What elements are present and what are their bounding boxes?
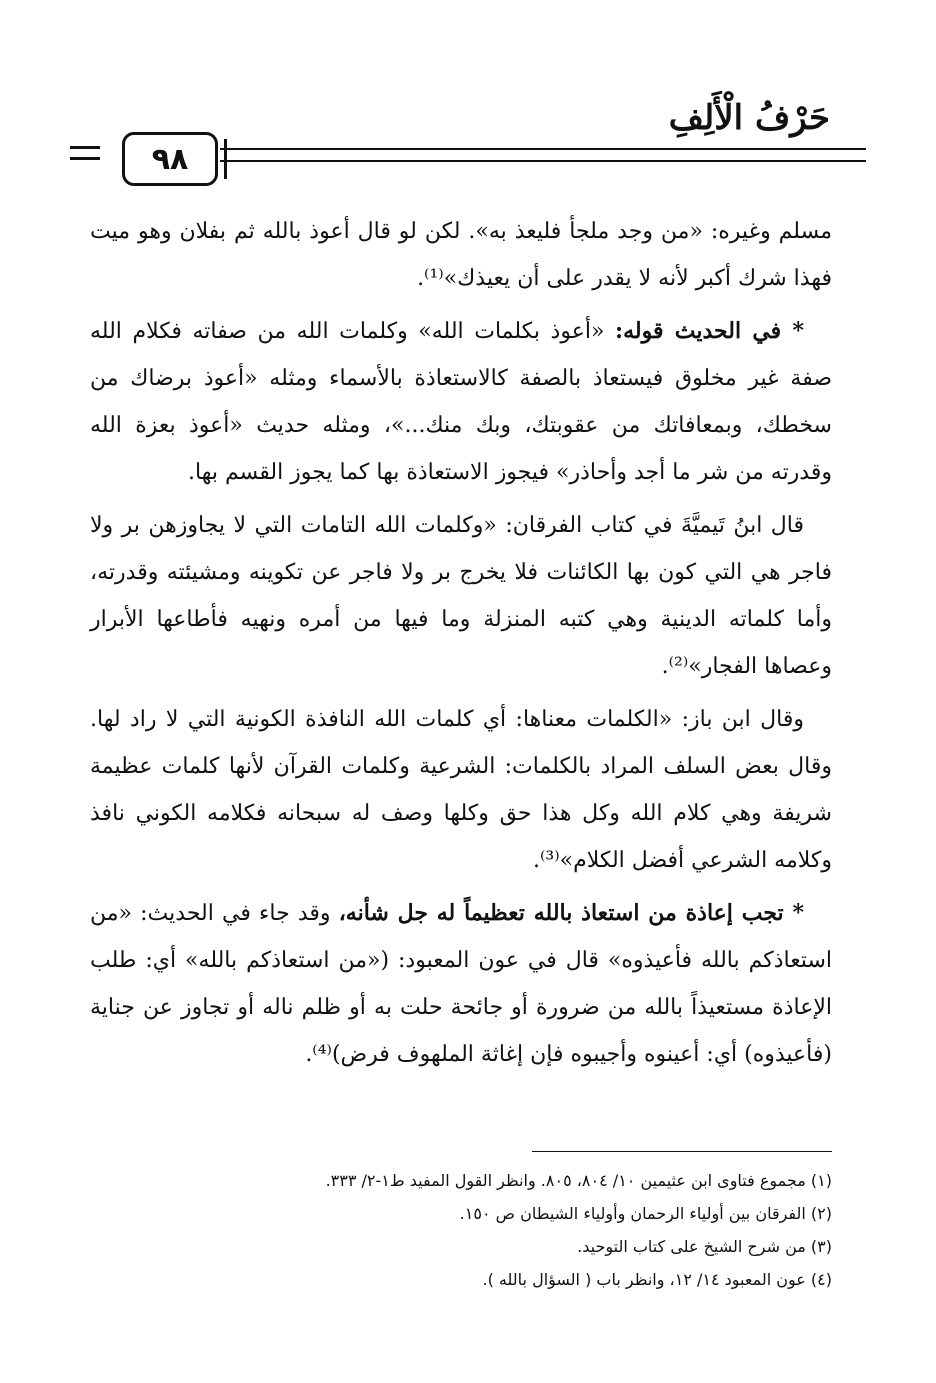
chapter-title: حَرْفُ الْأَلِفِ bbox=[668, 98, 830, 138]
paragraph-text: وقال ابن باز: «الكلمات معناها: أي كلمات الله النافذة الكونية التي لا راد لها. وقال بعض السلف المراد بالكلمات: الشرعية وكلمات القرآن لأنها كلمات عظيمة شريفة وهي كلام الله وكل هذا حق وكلها وصف له سبحانه فكلامه الكوني نافذ وكلامه الشرعي أفضل الكلام»⁽³⁾. bbox=[90, 707, 832, 873]
paragraph-1 bbox=[90, 208, 832, 302]
paragraph-3 bbox=[90, 502, 832, 690]
paragraph-4 bbox=[90, 696, 832, 884]
page-number: ٩٨ bbox=[122, 132, 218, 186]
footnotes bbox=[90, 1164, 832, 1296]
main-text bbox=[90, 208, 832, 1084]
paragraph-text: «أعوذ بكلمات الله» وكلمات الله من صفاته فكلام الله صفة غير مخلوق فيستعاذ بالصفة كالاستعاذة بالأسماء ومثله «أعوذ برضاك من سخطك، وبمعافاتك من عقوبتك، وبك منك...»، ومثله حديث «أعوذ بعزة الله وقدرته من شر ما أجد وأحاذر» فيجوز الاستعاذة بها كما يجوز القسم بها. bbox=[90, 319, 832, 485]
paragraph-text: قال ابنُ تَيميَّةَ في كتاب الفرقان: «وكلمات الله التامات التي لا يجاوزهن بر ولا فاجر هي التي كون بها الكائنات فلا يخرج بر ولا فاجر عن تكوينه ومشيئته وقدرته، وأما كلماته الدينية وهي كتبه المنزلة وما فيها من أمره ونهيه فأطاعها الأبرار وعصاها الفجار»⁽²⁾. bbox=[90, 513, 832, 679]
footnote-1: (١) مجموع فتاوى ابن عثيمين ١٠/ ٨٠٤، ٨٠٥. وانظر القول المفيد ط١-٢/ ٣٣٣. bbox=[325, 1171, 832, 1190]
footnote-separator bbox=[532, 1151, 832, 1152]
paragraph-lead: * تجب إعاذة من استعاذ بالله تعظيماً له جل شأنه، bbox=[338, 900, 804, 926]
paragraph-2 bbox=[90, 308, 832, 496]
paragraph-5 bbox=[90, 890, 832, 1078]
footnote-2: (٢) الفرقان بين أولياء الرحمان وأولياء الشيطان ص ١٥٠. bbox=[459, 1204, 832, 1223]
footnote-4: (٤) عون المعبود ١٤/ ١٢، وانظر باب ( السؤال بالله ). bbox=[482, 1270, 832, 1289]
paragraph-lead: * في الحديث قوله: bbox=[615, 318, 804, 344]
page-header bbox=[70, 96, 866, 190]
footnote-3: (٣) من شرح الشيخ على كتاب التوحيد. bbox=[577, 1237, 832, 1256]
paragraph-text: وقد جاء في الحديث: «من استعاذكم بالله فأعيذوه» قال في عون المعبود: («من استعاذكم بالله» أي: طلب الإعاذة مستعيذاً بالله من ضرورة أو جائحة حلت به أو ظلم ناله أو تجاوز عن جناية (فأعيذوه) أي: أعينوه وأجيبوه فإن إغاثة الملهوف فرض)⁽⁴⁾. bbox=[90, 901, 832, 1067]
paragraph-text: مسلم وغيره: «من وجد ملجأ فليعذ به». لكن لو قال أعوذ بالله ثم بفلان وهو ميت فهذا شرك أكبر لأنه لا يقدر على أن يعيذك»⁽¹⁾. bbox=[90, 219, 832, 291]
header-double-rule bbox=[220, 148, 866, 162]
header-left-mark bbox=[70, 146, 100, 160]
